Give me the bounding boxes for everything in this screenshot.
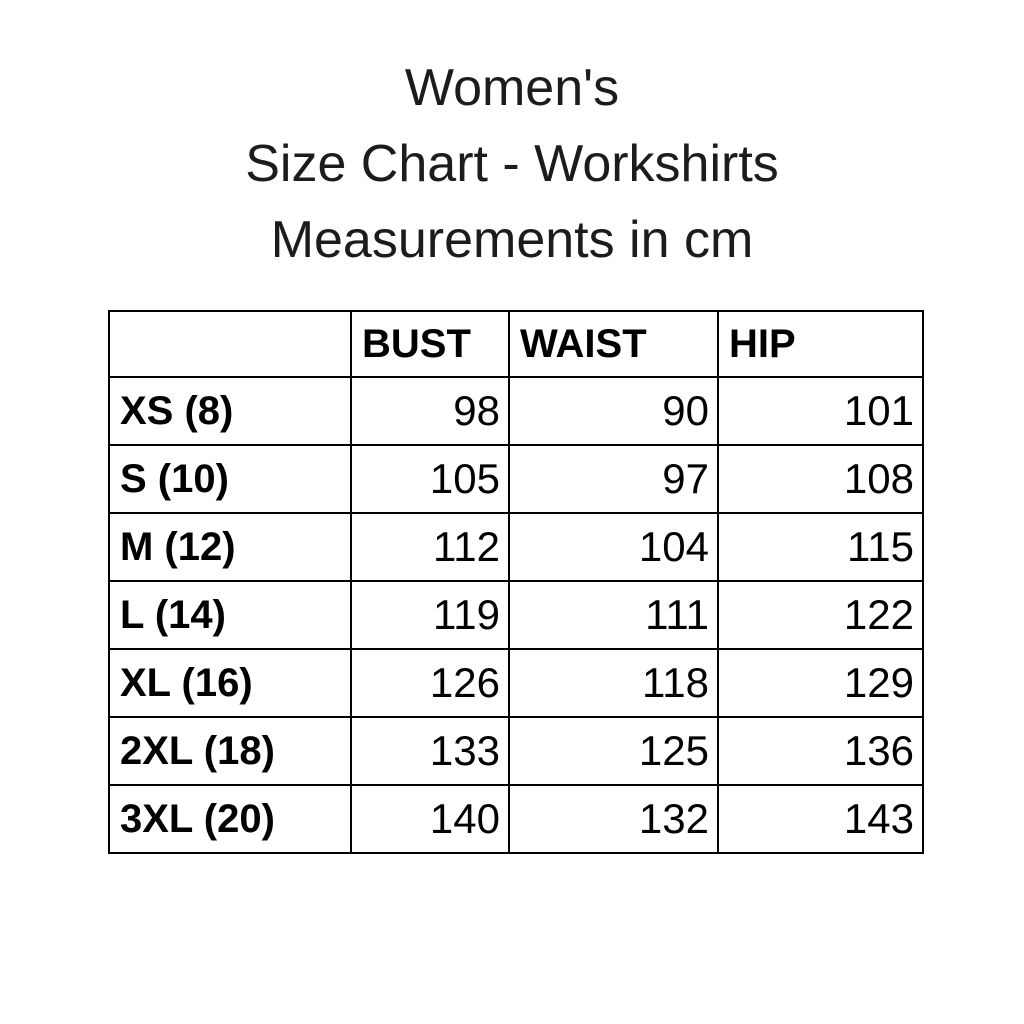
size-chart-table bbox=[108, 310, 924, 854]
measurement-hip: 101 bbox=[718, 377, 923, 445]
measurement-hip: 136 bbox=[718, 717, 923, 785]
measurement-hip: 143 bbox=[718, 785, 923, 853]
size-label: XS (8) bbox=[109, 377, 351, 445]
measurement-hip: 122 bbox=[718, 581, 923, 649]
header-row bbox=[109, 311, 923, 377]
measurement-waist: 132 bbox=[509, 785, 718, 853]
measurement-waist: 90 bbox=[509, 377, 718, 445]
measurement-waist: 111 bbox=[509, 581, 718, 649]
size-label: S (10) bbox=[109, 445, 351, 513]
measurement-hip: 108 bbox=[718, 445, 923, 513]
page-title bbox=[0, 50, 1024, 278]
table-row bbox=[109, 377, 923, 445]
table-header bbox=[109, 311, 923, 377]
measurement-bust: 98 bbox=[351, 377, 509, 445]
measurement-bust: 140 bbox=[351, 785, 509, 853]
column-header-hip: HIP bbox=[718, 311, 923, 377]
size-label: XL (16) bbox=[109, 649, 351, 717]
table-row bbox=[109, 717, 923, 785]
table-body bbox=[109, 377, 923, 853]
measurement-waist: 118 bbox=[509, 649, 718, 717]
measurement-hip: 129 bbox=[718, 649, 923, 717]
table-row bbox=[109, 445, 923, 513]
measurement-bust: 105 bbox=[351, 445, 509, 513]
column-header-waist: WAIST bbox=[509, 311, 718, 377]
measurement-waist: 104 bbox=[509, 513, 718, 581]
measurement-bust: 126 bbox=[351, 649, 509, 717]
title-line-1: Women's bbox=[404, 59, 620, 117]
column-header-bust: BUST bbox=[351, 311, 509, 377]
measurement-bust: 133 bbox=[351, 717, 509, 785]
size-label: L (14) bbox=[109, 581, 351, 649]
measurement-bust: 119 bbox=[351, 581, 509, 649]
size-label: 2XL (18) bbox=[109, 717, 351, 785]
measurement-waist: 97 bbox=[509, 445, 718, 513]
table-row bbox=[109, 581, 923, 649]
table-row bbox=[109, 513, 923, 581]
size-label: 3XL (20) bbox=[109, 785, 351, 853]
corner-cell bbox=[109, 311, 351, 377]
measurement-waist: 125 bbox=[509, 717, 718, 785]
title-line-2: Size Chart - Workshirts bbox=[245, 135, 779, 193]
size-label: M (12) bbox=[109, 513, 351, 581]
table-row bbox=[109, 785, 923, 853]
table-row bbox=[109, 649, 923, 717]
measurement-hip: 115 bbox=[718, 513, 923, 581]
measurement-bust: 112 bbox=[351, 513, 509, 581]
title-line-3: Measurements in cm bbox=[270, 211, 754, 269]
